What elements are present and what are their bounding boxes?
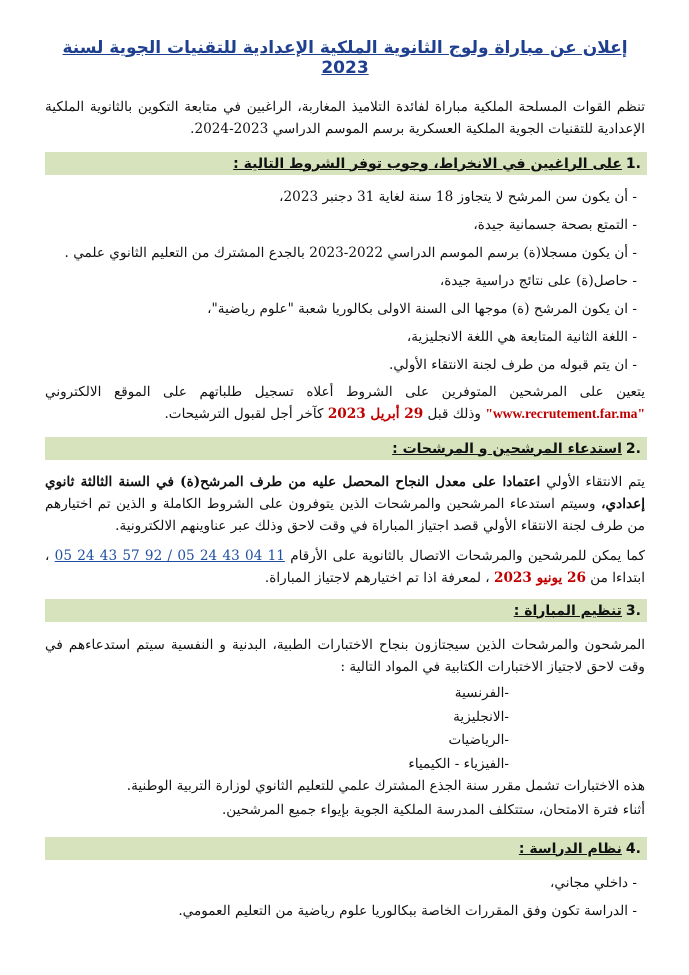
registration-text: وذلك قبل [427, 406, 481, 422]
section-1-heading [45, 152, 647, 175]
registration-text: كآخر أجل لقبول الترشيحات. [164, 406, 324, 422]
list-item: - أن يكون مسجلا(ة) برسم الموسم الدراسي 2022-2023 بالجدع المشترك من التعليم الثانوي علمي . [64, 245, 637, 261]
section-number: .2 [625, 440, 641, 457]
summons-text: يتم الانتقاء الأولي [546, 474, 646, 490]
accommodation-note: أثناء فترة الامتحان، ستتكلف المدرسة الملكية الجوية بإيواء جميع المرشحين. [221, 802, 645, 818]
list-item: -الفيزياء - الكيمياء [408, 755, 509, 772]
contact-text: كما يمكن للمرشحين والمرشحات الاتصال بالثانوية على الأرقام [290, 548, 645, 564]
organization-paragraph: المرشحون والمرشحات الذين سيجتازون بنجاح الاختبارات الطبية، البدنية و النفسية سيتم استدعاءهم في وقت لاحق لاجتياز الاختبارات الكتابية في المواد التالية : [45, 637, 645, 675]
summons-paragraph-1 [45, 471, 645, 537]
registration-url[interactable]: "www.recrutement.far.ma" [485, 406, 645, 421]
conditions-list [57, 183, 637, 379]
list-item: - ان يتم قبوله من طرف لجنة الانتقاء الأولي. [389, 357, 637, 373]
section-title: استدعاء المرشحين و المرشحات : [392, 440, 622, 457]
page-title: إعلان عن مباراة ولوج الثانوية الملكية الإعدادية للتقنيات الجوية لسنة 2023 [62, 38, 628, 78]
summons-paragraph-2 [45, 545, 645, 589]
summons-text: وسيتم استدعاء المرشحين والمرشحات الذين يتوفرون على الشروط الكاملة و الذين تم اختيارهم من طرف لجنة الانتقاء الأولي قصد اجتياز المباراة في وقت لاحق وذلك عبر عناوينهم الالكترونية. [45, 496, 645, 534]
section-number: .1 [625, 155, 641, 172]
list-item: -الفرنسية [454, 685, 509, 701]
contact-date: 26 يونيو 2023 [494, 570, 586, 586]
list-item: - اللغة الثانية المتابعة هي اللغة الانجليزية، [406, 329, 637, 345]
list-item: - الدراسة تكون وفق المقررات الخاصة ببكالوريا علوم رياضية من التعليم العمومي. [178, 903, 637, 919]
intro-paragraph: تنظم القوات المسلحة الملكية مباراة لفائدة التلاميذ المغاربة، الراغبين في متابعة التكوين بالثانوية الملكية الإعدادية للتقنيات الجوية الملكية العسكرية برسم الموسم الدراسي 2023-2024. [45, 99, 645, 137]
phone-numbers[interactable]: 05 24 43 57 92 / 05 24 43 04 11 [54, 548, 285, 564]
list-item: - ان يكون المرشح (ة) موجها الى السنة الاولى بكالوريا شعبة "علوم رياضية"، [207, 301, 637, 317]
list-item: - التمتع بصحة جسمانية جيدة، [473, 217, 637, 233]
list-item: - أن يكون سن المرشح لا يتجاوز 18 سنة لغاية 31 دجنبر 2023، [279, 189, 637, 205]
subjects-list [408, 682, 509, 776]
exam-scope: هذه الاختبارات تشمل مقرر سنة الجذع المشترك علمي للتعليم الثانوي لوزارة التربية الوطنية. [126, 778, 645, 794]
list-item: -الرياضيات [448, 732, 509, 748]
registration-paragraph [45, 381, 645, 425]
summons-criteria: اعتمادا على معدل النجاح المحصل عليه من طرف المرشح(ة) في السنة الثالثة ثانوي إعدادي، [45, 474, 645, 512]
section-3-heading [45, 599, 647, 622]
deadline-date: 29 أبريل 2023 [327, 406, 424, 422]
registration-text: يتعين على المرشحين المتوفرين على الشروط أعلاه تسجيل طلباتهم على الموقع الالكتروني [45, 384, 645, 400]
section-title: على الراغبين في الانخراط، وجوب توفر الشروط التالية : [233, 155, 622, 172]
list-item: -الانجليزية [453, 708, 509, 725]
section-2-heading [45, 437, 647, 460]
contact-text: ، ابتداءا من [45, 548, 645, 586]
section-title: تنظيم المباراة : [513, 602, 622, 619]
contact-text: ، لمعرفة اذا تم اختيارهم لاجتياز المباراة. [264, 570, 490, 586]
list-item: - حاصل(ة) على نتائج دراسية جيدة، [439, 273, 637, 289]
study-list [57, 869, 637, 925]
section-number: .4 [625, 840, 641, 857]
section-4-heading [45, 837, 647, 860]
list-item: - داخلي مجاني، [550, 875, 637, 891]
section-number: .3 [625, 602, 641, 619]
section-title: نظام الدراسة : [518, 840, 622, 857]
